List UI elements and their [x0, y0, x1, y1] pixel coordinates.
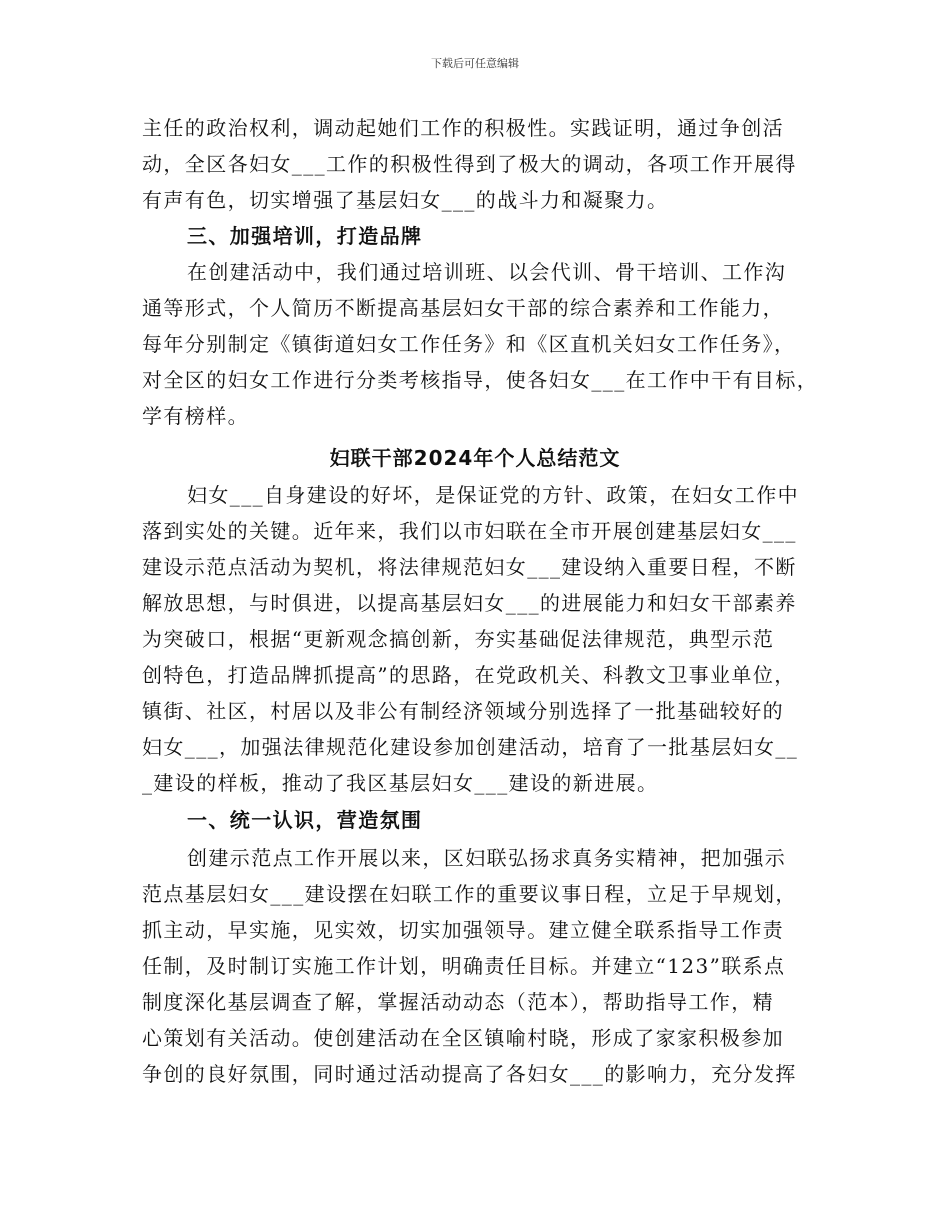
section-heading: 三、加强培训，打造品牌 — [187, 224, 423, 248]
paragraph-line: 镇街、社区，村居以及非公有制经济领域分别选择了一批基础较好的 — [142, 699, 784, 723]
paragraph-line: 创特色，打造品牌抓提高”的思路，在党政机关、科教文卫事业单位， — [142, 663, 796, 687]
paragraph-line: 在创建活动中，我们通过培训班、以会代训、骨干培训、工作沟 — [187, 260, 787, 284]
paragraph-line: 主任的政治权利，调动起她们工作的积极性。实践证明，通过争创活 — [142, 116, 784, 140]
paragraph-line: 建设示范点活动为契机，将法律规范妇女___建设纳入重要日程，不断 — [142, 555, 797, 579]
paragraph-line: 每年分别制定《镇街道妇女工作任务》和《区直机关妇女工作任务》， — [142, 332, 796, 356]
paragraph-line: 妇女___，加强法律规范化建设参加创建活动，培育了一批基层妇女__ — [142, 735, 799, 759]
paragraph-line: 为突破口，根据“更新观念搞创新，夯实基础促法律规范，典型示范 — [142, 627, 775, 651]
paragraph-line: 有声有色，切实增强了基层妇女___的战斗力和凝聚力。 — [142, 188, 669, 212]
paragraph-line: 心策划有关活动。使创建活动在全区镇喻村晓，形成了家家积极参加 — [142, 1026, 784, 1050]
paragraph-line: 制度深化基层调查了解，掌握活动动态（范本），帮助指导工作，精 — [142, 990, 774, 1014]
paragraph-line: 范点基层妇女___建设摆在妇联工作的重要议事日程，立足于早规划， — [142, 882, 797, 906]
paragraph-line: 通等形式，个人简历不断提高基层妇女干部的综合素养和工作能力， — [142, 296, 784, 320]
paragraph-line: _建设的样板，推动了我区基层妇女___建设的新进展。 — [142, 771, 659, 795]
paragraph-line: 动，全区各妇女___工作的积极性得到了极大的调动，各项工作开展得 — [142, 152, 797, 176]
paragraph-line: 对全区的妇女工作进行分类考核指导，使各妇女___在工作中干有目标， — [142, 368, 819, 392]
paragraph-line: 创建示范点工作开展以来，区妇联弘扬求真务实精神，把加强示 — [187, 846, 787, 870]
document-title: 妇联干部2024年个人总结范文 — [329, 446, 621, 470]
paragraph-line: 争创的良好氛围，同时通过活动提高了各妇女___的影响力，充分发挥 — [142, 1062, 797, 1086]
paragraph-line: 落到实处的关键。近年来，我们以市妇联在全市开展创建基层妇女___ — [142, 519, 797, 543]
paragraph-line: 妇女___自身建设的好坏，是保证党的方针、政策，在妇女工作中 — [187, 483, 799, 507]
section-heading: 一、统一认识，营造氛围 — [187, 808, 423, 832]
header-note: 下载后可任意编辑 — [431, 57, 519, 70]
paragraph-line: 解放思想，与时俱进，以提高基层妇女___的进展能力和妇女干部素养 — [142, 591, 797, 615]
paragraph-line: 学有榜样。 — [142, 404, 249, 428]
paragraph-line: 抓主动，早实施，见实效，切实加强领导。建立健全联系指导工作责 — [142, 918, 784, 942]
paragraph-line: 任制，及时制订实施工作计划，明确责任目标。并建立“123”联系点 — [142, 954, 786, 978]
